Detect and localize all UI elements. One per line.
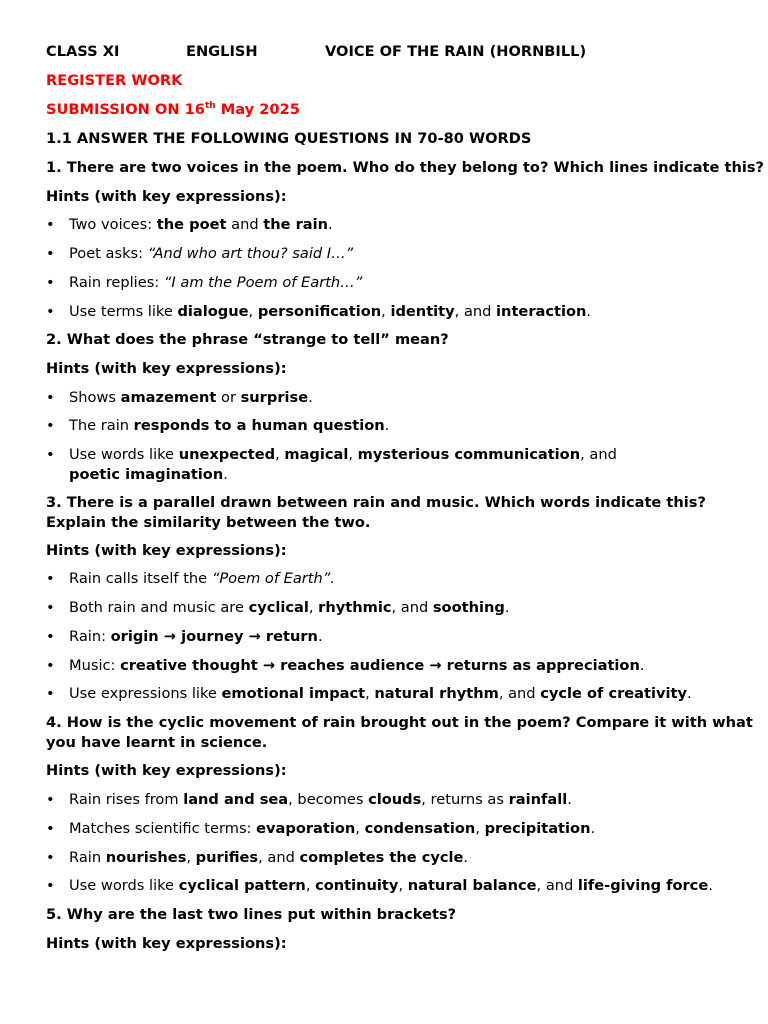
hint-item: • Poet asks: “And who art thou? said I…”: [46, 245, 354, 262]
bullet-icon: •: [46, 657, 55, 674]
bullet-icon: •: [46, 820, 55, 837]
bullet-icon: •: [46, 877, 55, 894]
question-4-line-2: you have learnt in science.: [46, 734, 268, 751]
question-3-line-2: Explain the similarity between the two.: [46, 514, 371, 531]
class-label: CLASS XI: [46, 43, 120, 60]
hint-item: • Rain rises from land and sea, becomes clouds, returns as rainfall.: [46, 791, 572, 808]
hints-label: Hints (with key expressions):: [46, 542, 287, 559]
hint-item: • Matches scientific terms: evaporation, condensation, precipitation.: [46, 820, 596, 837]
bullet-icon: •: [46, 791, 55, 808]
hint-item: • Shows amazement or surprise.: [46, 389, 313, 406]
bullet-icon: •: [46, 303, 55, 320]
bullet-icon: •: [46, 628, 55, 645]
bullet-icon: •: [46, 417, 55, 434]
bullet-icon: •: [46, 446, 55, 463]
subject-label: ENGLISH: [186, 43, 258, 60]
hints-label: Hints (with key expressions):: [46, 762, 287, 779]
register-work-label: REGISTER WORK: [46, 72, 183, 89]
question-1: 1. There are two voices in the poem. Who do they belong to? Which lines indicate this?: [46, 159, 764, 176]
hint-item: • Two voices: the poet and the rain.: [46, 216, 333, 233]
section-heading: 1.1 ANSWER THE FOLLOWING QUESTIONS IN 70-80 WORDS: [46, 130, 532, 147]
hints-label: Hints (with key expressions):: [46, 935, 287, 952]
hints-label: Hints (with key expressions):: [46, 188, 287, 205]
submission-date: SUBMISSION ON 16th May 2025: [46, 101, 300, 118]
bullet-icon: •: [46, 274, 55, 291]
poem-title: VOICE OF THE RAIN (HORNBILL): [325, 43, 587, 60]
bullet-icon: •: [46, 216, 55, 233]
bullet-icon: •: [46, 849, 55, 866]
hint-item: • Use words like cyclical pattern, continuity, natural balance, and life-giving force.: [46, 877, 713, 894]
hint-item: • Use expressions like emotional impact, natural rhythm, and cycle of creativity.: [46, 685, 692, 702]
hint-item: • The rain responds to a human question.: [46, 417, 390, 434]
question-5: 5. Why are the last two lines put within brackets?: [46, 906, 457, 923]
question-3-line-1: 3. There is a parallel drawn between rain and music. Which words indicate this?: [46, 494, 706, 511]
hints-label: Hints (with key expressions):: [46, 360, 287, 377]
hint-item: • Music: creative thought → reaches audience → returns as appreciation.: [46, 657, 645, 674]
bullet-icon: •: [46, 389, 55, 406]
bullet-icon: •: [46, 685, 55, 702]
hint-item: • Use terms like dialogue, personification, identity, and interaction.: [46, 303, 592, 320]
hint-item: • Use words like unexpected, magical, mysterious communication, and poetic imagination.: [46, 446, 617, 483]
bullet-icon: •: [46, 245, 55, 262]
hint-item: • Rain: origin → journey → return.: [46, 628, 323, 645]
hint-item: • Both rain and music are cyclical, rhythmic, and soothing.: [46, 599, 510, 616]
question-4-line-1: 4. How is the cyclic movement of rain brought out in the poem? Compare it with what: [46, 714, 753, 731]
hint-item: • Rain calls itself the “Poem of Earth”.: [46, 570, 335, 587]
question-2: 2. What does the phrase “strange to tell” mean?: [46, 331, 449, 348]
bullet-icon: •: [46, 570, 55, 587]
bullet-icon: •: [46, 599, 55, 616]
hint-item: • Rain replies: “I am the Poem of Earth…”: [46, 274, 363, 291]
hint-item: • Rain nourishes, purifies, and completes the cycle.: [46, 849, 469, 866]
